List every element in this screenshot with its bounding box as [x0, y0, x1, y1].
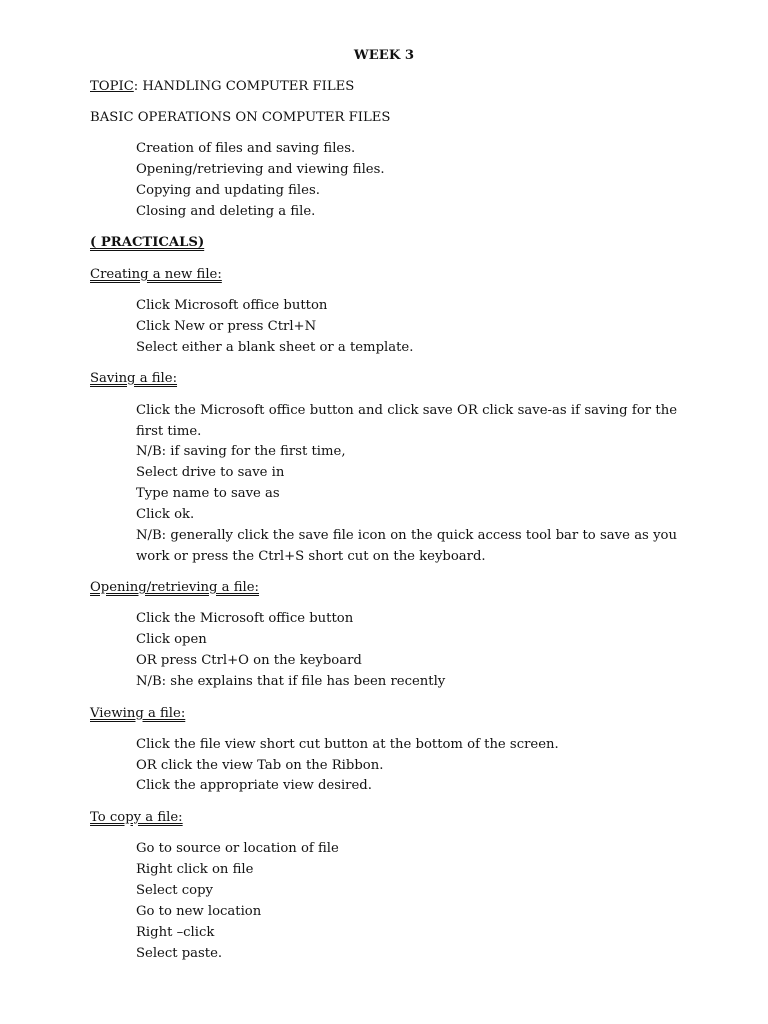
list-item: Click New or press Ctrl+N: [136, 319, 317, 334]
section-heading-viewing: Viewing a file:: [90, 706, 186, 721]
list-item: Click Microsoft office button: [136, 298, 328, 313]
list-item: Creation of files and saving files.: [136, 141, 356, 156]
list-item: Right –click: [136, 925, 215, 940]
list-item: Select either a blank sheet or a template.: [136, 340, 414, 355]
list-item: Click open: [136, 632, 207, 647]
practicals-heading: ( PRACTICALS): [90, 235, 205, 250]
list-item: Select copy: [136, 883, 213, 898]
topic-value: : HANDLING COMPUTER FILES: [133, 79, 355, 94]
list-item: OR press Ctrl+O on the keyboard: [136, 653, 362, 668]
list-item: N/B: if saving for the first time,: [136, 444, 346, 459]
list-item: Select paste.: [136, 946, 223, 961]
list-item: Type name to save as: [136, 486, 280, 501]
list-item: Go to new location: [136, 904, 262, 919]
list-item: Click the Microsoft office button: [136, 611, 354, 626]
saving-note-paragraph: N/B: generally click the save file icon on the quick access tool bar to save as you work or press the Ctrl+S short cut on the keyboard.: [136, 528, 677, 564]
page-title: WEEK 3: [353, 48, 415, 63]
topic-line: [90, 78, 354, 96]
saving-paragraph: Click the Microsoft office button and click save OR click save-as if saving for the first time.: [136, 403, 677, 439]
list-item: OR click the view Tab on the Ribbon.: [136, 758, 384, 773]
list-item: Go to source or location of file: [136, 841, 339, 856]
section-heading-saving: Saving a file:: [90, 371, 178, 386]
list-item: N/B: she explains that if file has been recently: [136, 674, 446, 689]
section-heading-opening: Opening/retrieving a file:: [90, 580, 259, 595]
list-item: Click the file view short cut button at the bottom of the screen.: [136, 737, 559, 752]
section-heading-creating: Creating a new file:: [90, 267, 222, 282]
list-item: Copying and updating files.: [136, 183, 320, 198]
list-item: Opening/retrieving and viewing files.: [136, 162, 385, 177]
list-item: Click ok.: [136, 507, 195, 522]
list-item: Click the appropriate view desired.: [136, 778, 372, 793]
section-heading-copying: To copy a file:: [90, 810, 183, 825]
list-item: Closing and deleting a file.: [136, 204, 316, 219]
basic-operations-heading: BASIC OPERATIONS ON COMPUTER FILES: [90, 110, 391, 125]
list-item: Select drive to save in: [136, 465, 285, 480]
list-item: Right click on file: [136, 862, 254, 877]
topic-label: TOPIC: [90, 79, 134, 94]
